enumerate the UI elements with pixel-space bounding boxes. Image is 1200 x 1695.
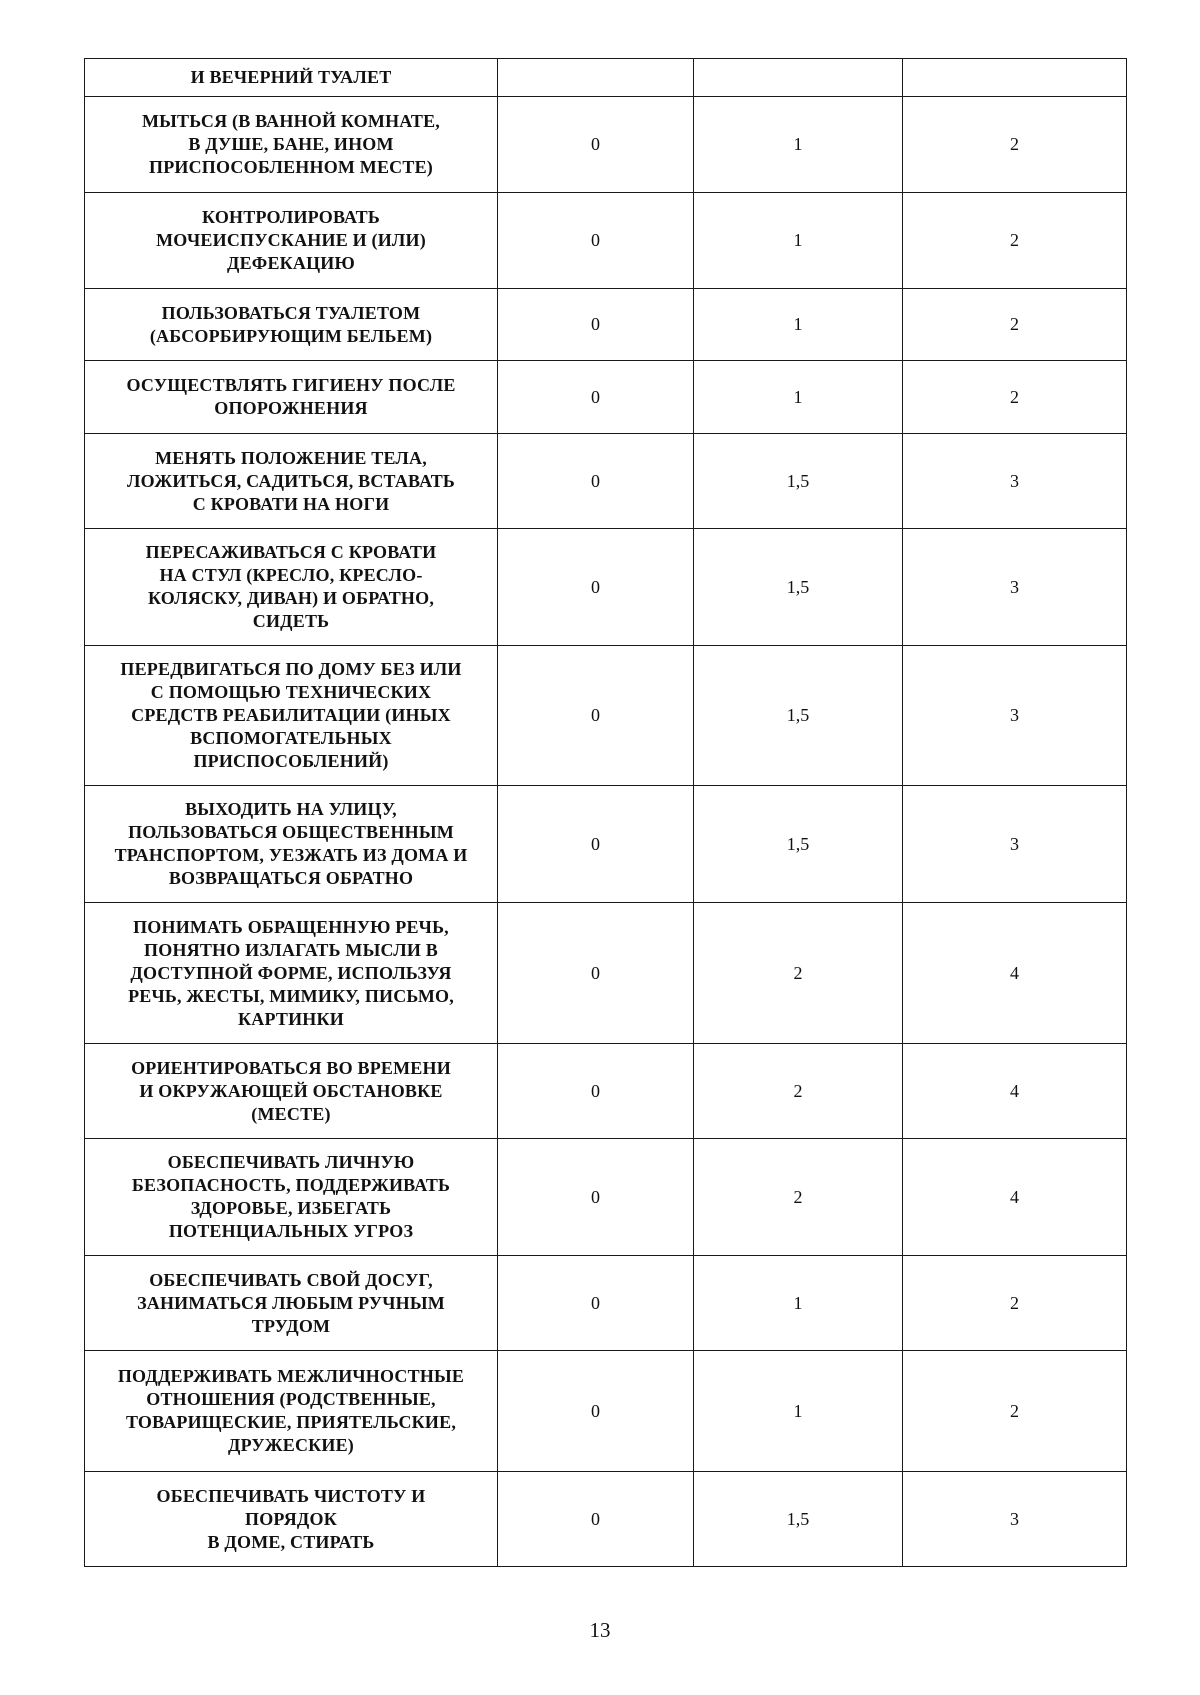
task-line: С КРОВАТИ НА НОГИ [192,493,390,514]
score-cell-2: 1,5 [694,646,903,786]
page-number: 13 [589,1618,611,1642]
table-row [85,1044,1127,1139]
score-cell-3: 4 [903,1044,1127,1139]
task-line: НА СТУЛ (КРЕСЛО, КРЕСЛО- [159,565,423,585]
task-line: ОТНОШЕНИЯ (РОДСТВЕННЫЕ, [146,1389,436,1409]
task-line: ДРУЖЕСКИЕ) [228,1435,354,1455]
score-cell-3: 3 [903,1472,1127,1567]
score-cell-1: 0 [498,903,694,1044]
task-cell [85,903,498,1044]
score-cell-2: 1 [694,1351,903,1472]
score-cell-2: 1 [694,289,903,361]
table-row [85,1472,1127,1567]
score-cell-2: 2 [694,1044,903,1139]
task-cell [85,434,498,529]
task-line: ПОНИМАТЬ ОБРАЩЕННУЮ РЕЧЬ, [133,916,449,937]
task-line: ПОТЕНЦИАЛЬНЫХ УГРОЗ [168,1221,414,1241]
score-cell-2: 1,5 [694,529,903,646]
table-row [85,903,1127,1044]
score-cell-3 [903,59,1127,97]
task-cell [85,1044,498,1139]
score-cell-2: 2 [694,903,903,1044]
task-line: ЗАНИМАТЬСЯ ЛЮБЫМ РУЧНЫМ [137,1292,445,1313]
task-line: В ДУШЕ, БАНЕ, ИНОМ [188,134,394,154]
task-line: ДОСТУПНОЙ ФОРМЕ, ИСПОЛЬЗУЯ [130,962,452,983]
score-cell-2: 1 [694,193,903,289]
task-cell [85,59,498,97]
task-line: МОЧЕИСПУСКАНИЕ И (ИЛИ) [156,230,426,250]
score-cell-3: 4 [903,903,1127,1044]
score-cell-2: 1 [694,97,903,193]
task-line: СИДЕТЬ [252,611,330,631]
task-cell [85,1256,498,1351]
task-line: ОБЕСПЕЧИВАТЬ ЛИЧНУЮ [167,1152,415,1172]
task-line: ПОРЯДОК [245,1508,337,1529]
task-cell [85,786,498,903]
task-line: СРЕДСТВ РЕАБИЛИТАЦИИ (ИНЫХ [131,705,451,725]
task-cell [85,646,498,786]
task-cell [85,1472,498,1567]
score-cell-2: 1,5 [694,434,903,529]
score-cell-1: 0 [498,193,694,289]
score-cell-3: 3 [903,529,1127,646]
table-row [85,289,1127,361]
table-row [85,1256,1127,1351]
task-line: ВЫХОДИТЬ НА УЛИЦУ, [185,799,397,819]
task-line: ОБЕСПЕЧИВАТЬ ЧИСТОТУ И [156,1485,426,1506]
score-cell-3: 2 [903,97,1127,193]
score-cell-2: 1 [694,361,903,434]
task-line: МЫТЬСЯ (В ВАННОЙ КОМНАТЕ, [141,111,441,131]
score-cell-3: 2 [903,1256,1127,1351]
table-row [85,1139,1127,1256]
task-line: ПРИСПОСОБЛЕНИЙ) [193,751,389,771]
score-cell-1: 0 [498,1351,694,1472]
table-row [85,646,1127,786]
task-line: ОРИЕНТИРОВАТЬСЯ ВО ВРЕМЕНИ [131,1057,451,1078]
table-row [85,786,1127,903]
score-cell-3: 3 [903,434,1127,529]
task-line: КОЛЯСКУ, ДИВАН) И ОБРАТНО, [147,588,435,608]
task-line: И ВЕЧЕРНИЙ ТУАЛЕТ [190,67,392,87]
score-cell-2: 2 [694,1139,903,1256]
task-line: ПОДДЕРЖИВАТЬ МЕЖЛИЧНОСТНЫЕ [117,1366,465,1386]
score-cell-2: 1,5 [694,786,903,903]
score-cell-3: 3 [903,646,1127,786]
score-cell-2 [694,59,903,97]
score-cell-1: 0 [498,646,694,786]
score-cell-3: 2 [903,193,1127,289]
task-line: ПОНЯТНО ИЗЛАГАТЬ МЫСЛИ В [144,939,438,960]
task-line: ПЕРЕДВИГАТЬСЯ ПО ДОМУ БЕЗ ИЛИ [120,659,462,679]
task-line: ОСУЩЕСТВЛЯТЬ ГИГИЕНУ ПОСЛЕ [126,375,456,395]
task-cell [85,529,498,646]
table-row [85,59,1127,97]
task-line: КАРТИНКИ [238,1008,344,1029]
score-cell-1: 0 [498,786,694,903]
task-line: ПОЛЬЗОВАТЬСЯ ТУАЛЕТОМ [161,302,421,323]
task-line: ЗДОРОВЬЕ, ИЗБЕГАТЬ [190,1198,392,1218]
score-cell-3: 2 [903,289,1127,361]
score-cell-1: 0 [498,529,694,646]
score-cell-1: 0 [498,289,694,361]
task-line: БЕЗОПАСНОСТЬ, ПОДДЕРЖИВАТЬ [131,1175,451,1195]
score-cell-1: 0 [498,1256,694,1351]
task-line: (АБСОРБИРУЮЩИМ БЕЛЬЕМ) [149,325,433,346]
score-cell-1: 0 [498,1472,694,1567]
task-line: ОПОРОЖНЕНИЯ [214,398,368,418]
score-cell-3: 4 [903,1139,1127,1256]
task-cell [85,361,498,434]
task-line: ТОВАРИЩЕСКИЕ, ПРИЯТЕЛЬСКИЕ, [125,1412,457,1432]
table-row [85,1351,1127,1472]
task-cell [85,1139,498,1256]
task-line: В ДОМЕ, СТИРАТЬ [207,1531,375,1552]
table-row [85,193,1127,289]
task-line: ПЕРЕСАЖИВАТЬСЯ С КРОВАТИ [145,542,437,562]
table-row [85,361,1127,434]
assessment-table-body [85,59,1127,1567]
table-row [85,529,1127,646]
task-cell [85,289,498,361]
task-cell [85,1351,498,1472]
score-cell-1: 0 [498,1044,694,1139]
score-cell-1: 0 [498,1139,694,1256]
score-cell-1: 0 [498,434,694,529]
task-line: ВСПОМОГАТЕЛЬНЫХ [190,728,392,748]
score-cell-1: 0 [498,361,694,434]
score-cell-3: 2 [903,361,1127,434]
score-cell-2: 1 [694,1256,903,1351]
table-row [85,97,1127,193]
task-line: ЛОЖИТЬСЯ, САДИТЬСЯ, ВСТАВАТЬ [126,470,456,491]
score-cell-1 [498,59,694,97]
score-cell-3: 2 [903,1351,1127,1472]
task-line: РЕЧЬ, ЖЕСТЫ, МИМИКУ, ПИСЬМО, [128,985,454,1006]
task-line: И ОКРУЖАЮЩЕЙ ОБСТАНОВКЕ [139,1080,443,1101]
task-line: ДЕФЕКАЦИЮ [227,253,355,273]
task-line: ТРАНСПОРТОМ, УЕЗЖАТЬ ИЗ ДОМА И [114,845,468,865]
assessment-table [84,58,1127,1567]
task-line: ВОЗВРАЩАТЬСЯ ОБРАТНО [168,868,414,888]
score-cell-3: 3 [903,786,1127,903]
task-line: ТРУДОМ [251,1315,331,1336]
score-cell-2: 1,5 [694,1472,903,1567]
task-line: МЕНЯТЬ ПОЛОЖЕНИЕ ТЕЛА, [155,447,427,468]
score-cell-1: 0 [498,97,694,193]
task-line: С ПОМОЩЬЮ ТЕХНИЧЕСКИХ [150,682,432,702]
task-line: (МЕСТЕ) [251,1103,331,1124]
task-cell [85,193,498,289]
task-line: ОБЕСПЕЧИВАТЬ СВОЙ ДОСУГ, [149,1269,433,1290]
task-line: ПОЛЬЗОВАТЬСЯ ОБЩЕСТВЕННЫМ [128,822,454,842]
task-cell [85,97,498,193]
table-row [85,434,1127,529]
task-line: КОНТРОЛИРОВАТЬ [202,207,380,227]
task-line: ПРИСПОСОБЛЕННОМ МЕСТЕ) [149,157,433,177]
